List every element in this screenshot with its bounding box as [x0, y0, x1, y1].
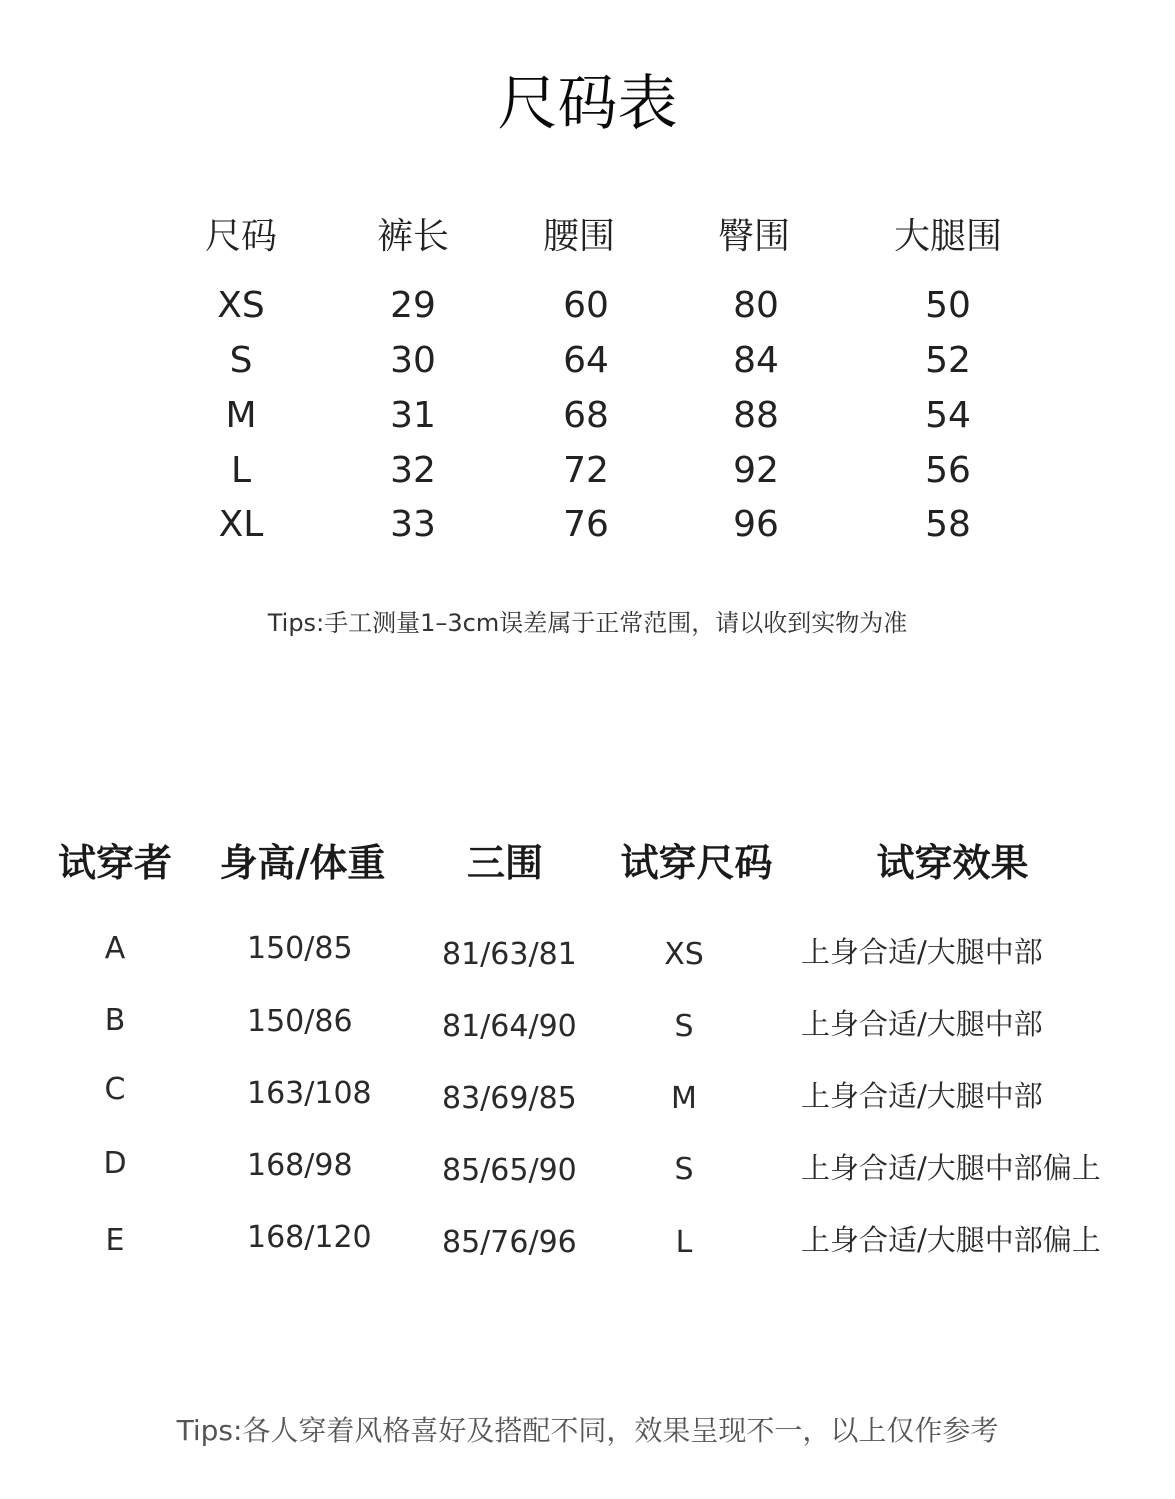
- size-cell: 56: [925, 450, 971, 491]
- tryon-cell: D: [103, 1146, 127, 1181]
- size-cell: 72: [563, 450, 609, 491]
- size-cell: XS: [217, 285, 265, 326]
- tryon-cell: M: [671, 1081, 697, 1116]
- size-cell: 60: [563, 285, 609, 326]
- tryon-header-tester: 试穿者: [57, 841, 172, 885]
- size-header-thigh: 大腿围: [893, 216, 1002, 257]
- tryon-cell: A: [104, 931, 126, 966]
- size-cell: L: [230, 450, 252, 491]
- tryon-cell: 85/76/96: [442, 1225, 577, 1260]
- tryon-cell: S: [674, 1009, 694, 1044]
- tryon-cell: 上身合适/大腿中部: [801, 935, 1043, 969]
- size-cell: 32: [390, 450, 436, 491]
- size-cell: 58: [925, 504, 971, 545]
- tryon-cell: 上身合适/大腿中部: [801, 1007, 1043, 1041]
- tryon-cell: 83/69/85: [442, 1081, 577, 1116]
- tryon-cell: 168/120: [247, 1220, 372, 1255]
- tryon-header-size: 试穿尺码: [620, 841, 773, 885]
- size-cell: 84: [733, 340, 779, 381]
- tryon-cell: 168/98: [247, 1148, 353, 1183]
- size-cell: 33: [390, 504, 436, 545]
- tryon-cell: XS: [664, 937, 704, 972]
- tryon-cell: S: [674, 1152, 694, 1187]
- size-cell: 76: [563, 504, 609, 545]
- tryon-cell: B: [104, 1003, 126, 1038]
- size-cell: 80: [733, 285, 779, 326]
- size-cell: 29: [390, 285, 436, 326]
- tryon-cell: E: [105, 1223, 125, 1258]
- tryon-header-measurements: 三围: [466, 841, 543, 885]
- size-cell: 50: [925, 285, 971, 326]
- size-cell: 31: [390, 395, 436, 436]
- size-cell: 54: [925, 395, 971, 436]
- size-header-waist: 腰围: [542, 216, 615, 257]
- size-cell: 68: [563, 395, 609, 436]
- tryon-cell: L: [675, 1225, 693, 1260]
- tryon-cell: 163/108: [247, 1076, 372, 1111]
- size-cell: 30: [390, 340, 436, 381]
- tryon-cell: 81/64/90: [442, 1009, 577, 1044]
- size-header-size: 尺码: [204, 216, 277, 257]
- size-header-pants-length: 裤长: [376, 216, 449, 257]
- tryon-header-effect: 试穿效果: [876, 841, 1029, 885]
- size-cell: 52: [925, 340, 971, 381]
- tryon-header-height-weight: 身高/体重: [219, 841, 386, 885]
- size-cell: M: [225, 395, 257, 436]
- tryon-cell: C: [104, 1072, 126, 1107]
- tryon-cell: 150/85: [247, 931, 353, 966]
- tryon-cell: 上身合适/大腿中部偏上: [801, 1151, 1101, 1185]
- tryon-cell: 85/65/90: [442, 1153, 577, 1188]
- page-title: 尺码表: [497, 69, 678, 139]
- tryon-cell: 上身合适/大腿中部: [801, 1079, 1043, 1113]
- size-cell: 92: [733, 450, 779, 491]
- tryon-tips: Tips:各人穿着风格喜好及搭配不同，效果呈现不一，以上仅作参考: [176, 1414, 999, 1447]
- tryon-cell: 上身合适/大腿中部偏上: [801, 1223, 1101, 1257]
- size-cell: 88: [733, 395, 779, 436]
- size-header-hip: 臀围: [717, 216, 790, 257]
- size-cell: XL: [218, 504, 264, 545]
- size-tips: Tips:手工测量1–3cm误差属于正常范围，请以收到实物为准: [267, 609, 908, 637]
- size-cell: 64: [563, 340, 609, 381]
- size-cell: S: [229, 340, 253, 381]
- size-cell: 96: [733, 504, 779, 545]
- tryon-cell: 150/86: [247, 1004, 353, 1039]
- tryon-cell: 81/63/81: [442, 937, 577, 972]
